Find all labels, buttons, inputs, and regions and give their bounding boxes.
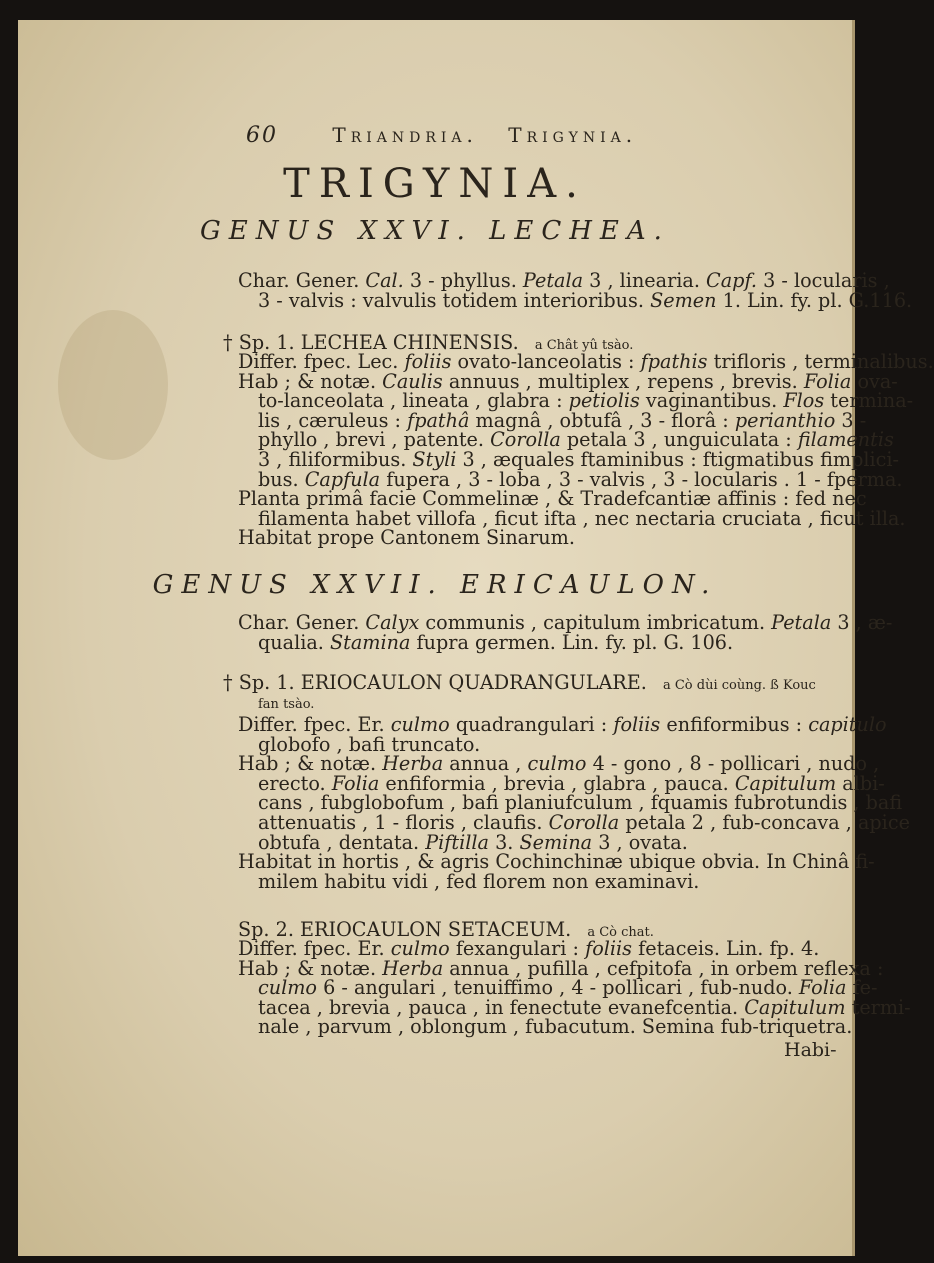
text-run: to-lanceolata , lineata , glabra : bbox=[258, 389, 569, 413]
species-name: Sp. 2. ERIOCAULON SETACEUM. bbox=[238, 918, 572, 941]
text-run: annua , bbox=[443, 752, 528, 776]
text-run: nale , parvum , oblongum , fubacutum. Semina fub-triquetra. bbox=[258, 1015, 853, 1039]
text-run: fupra germen. Lin. fy. pl. G. 106. bbox=[410, 631, 734, 654]
italic-term: culmo bbox=[527, 752, 587, 776]
text-run: 6 - angulari , tenuiffimo , 4 - pollicari , fub-nudo. bbox=[317, 976, 799, 1000]
text-run: trifloris , terminalibus. bbox=[707, 350, 934, 373]
italic-term: Petala bbox=[771, 611, 832, 634]
italic-term: Capitulum bbox=[734, 771, 837, 795]
italic-term: fpathis bbox=[640, 350, 708, 373]
text-line bbox=[238, 869, 700, 893]
text-run: fetaceis. Lin. fp. 4. bbox=[632, 937, 820, 960]
text-run: vaginantibus. bbox=[639, 389, 784, 413]
running-head bbox=[246, 123, 746, 148]
text-run: 3. bbox=[488, 830, 520, 854]
text-run: fexangulari : bbox=[449, 937, 586, 960]
italic-term: foliis bbox=[613, 713, 661, 736]
text-run: 3 - bbox=[835, 408, 867, 432]
genus-character-line bbox=[238, 271, 890, 291]
italic-term: Capf. bbox=[706, 269, 757, 292]
text-run: petala 2 , fub-concava , apice bbox=[619, 811, 910, 834]
species-name: † Sp. 1. LECHEA CHINENSIS. bbox=[223, 331, 519, 354]
text-run: 3 , filiformibus. bbox=[258, 448, 413, 471]
text-run: 3 , ovata. bbox=[592, 830, 688, 854]
text-run: ovato-lanceolatis : bbox=[451, 350, 641, 373]
italic-term: foliis bbox=[585, 937, 633, 960]
italic-term: Folia bbox=[798, 976, 847, 1000]
text-run: termi- bbox=[845, 995, 911, 1019]
text-run: 1. Lin. fy. pl. G.116. bbox=[716, 289, 913, 312]
genus-heading: GENUS XXVI. LECHEA. bbox=[200, 216, 670, 246]
vernacular-name: a Chât yû tsào. bbox=[534, 338, 634, 353]
genus-character-line bbox=[258, 291, 912, 311]
text-run: 4 - gono , 8 - pollicari , nudo , bbox=[586, 752, 880, 776]
text-run: lis , cæruleus : bbox=[258, 408, 408, 432]
text-run: cans , fubglobofum , bafi planiufculum , fquamis fubrotundis , bafi bbox=[258, 791, 903, 815]
page-number: 60 bbox=[246, 123, 278, 148]
text-run: albi- bbox=[836, 771, 885, 795]
italic-term: Styli bbox=[412, 448, 457, 471]
text-run: termina- bbox=[824, 389, 914, 413]
italic-term: Stamina bbox=[330, 631, 411, 654]
italic-term: Herba bbox=[382, 752, 444, 776]
text-run: globofo , bafi truncato. bbox=[258, 732, 481, 756]
italic-term: filamentis bbox=[797, 428, 894, 452]
text-run: obtufa , dentata. bbox=[258, 830, 426, 854]
italic-term: petiolis bbox=[568, 389, 640, 413]
italic-term: Cal. bbox=[365, 269, 404, 292]
text-run: Habitat in hortis , & agris Cochinchinæ ubique obvia. In Chinâ fi- bbox=[238, 850, 875, 874]
genus-character-line bbox=[238, 613, 892, 633]
text-run: filamenta habet villofa , ficut ifta , nec nectaria cruciata , ficut illa. bbox=[258, 506, 906, 530]
text-run: enfiformia , brevia , glabra , pauca. bbox=[379, 771, 735, 795]
text-run: Planta primâ facie Commelinæ , & Tradefcantiæ affinis : fed nec bbox=[238, 487, 867, 511]
text-run: quadrangulari : bbox=[449, 713, 614, 736]
text-run: annua , pufilla , cefpitofa , in orbem reflexa : bbox=[443, 956, 884, 980]
text-run: tacea , brevia , pauca , in fenectute evanefcentia. bbox=[258, 995, 745, 1019]
italic-term: Folia bbox=[803, 369, 852, 393]
italic-term: Calyx bbox=[365, 611, 420, 634]
italic-term: Capfula bbox=[304, 467, 381, 491]
book-page bbox=[18, 20, 934, 1256]
text-run: 3 - valvis : valvulis totidem interioribus. bbox=[258, 289, 651, 312]
text-run: Differ. fpec. Lec. bbox=[238, 350, 405, 373]
text-run: 3 , linearia. bbox=[583, 269, 707, 292]
text-run: petala 3 , unguiculata : bbox=[560, 428, 798, 452]
text-run: milem habitu vidi , fed florem non examinavi. bbox=[258, 869, 700, 893]
text-line bbox=[238, 1017, 852, 1037]
section-title: TRIGYNIA. bbox=[283, 161, 587, 207]
vernacular-name: a Cò dùi coùng. ß Kouc bbox=[662, 678, 816, 693]
italic-term: Semina bbox=[519, 830, 593, 854]
italic-term: foliis bbox=[404, 350, 452, 373]
running-head-right: Trigynia. bbox=[508, 123, 638, 147]
text-run: Char. Gener. bbox=[238, 611, 366, 634]
species-heading bbox=[223, 673, 816, 696]
running-head-left: Triandria. bbox=[332, 123, 478, 147]
text-run: 3 - locularis , bbox=[756, 269, 890, 292]
species-name: † Sp. 1. ERIOCAULON QUADRANGULARE. bbox=[223, 671, 647, 694]
text-run: qualia. bbox=[258, 631, 330, 654]
italic-term: Semen bbox=[650, 289, 717, 312]
text-line bbox=[238, 528, 575, 548]
italic-term: Flos bbox=[783, 389, 825, 413]
text-run: Hab ; & notæ. bbox=[238, 956, 383, 980]
vernacular-name: a Cò chat. bbox=[587, 925, 654, 940]
text-run: fupera , 3 - loba , 3 - valvis , 3 - locularis . 1 - fperma. bbox=[380, 467, 903, 491]
italic-term: Petala bbox=[522, 269, 584, 292]
italic-term: Caulis bbox=[382, 369, 443, 393]
text-run: erecto. bbox=[258, 771, 332, 795]
text-run: 3 , æquales ftaminibus : ftigmatibus fimplici- bbox=[456, 448, 899, 471]
italic-term: fpathâ bbox=[407, 408, 470, 432]
italic-term: Folia bbox=[331, 771, 380, 795]
genus-heading: GENUS XXVII. ERICAULON. bbox=[152, 570, 718, 600]
text-run: annuus , multiplex , repens , brevis. bbox=[442, 369, 804, 393]
text-run: Char. Gener. bbox=[238, 269, 366, 292]
italic-term: Herba bbox=[382, 956, 444, 980]
italic-term: Piftilla bbox=[425, 830, 489, 854]
text-run: Hab ; & notæ. bbox=[238, 752, 383, 776]
catchword: Habi- bbox=[784, 1039, 837, 1061]
text-run: 3 - phyllus. bbox=[403, 269, 523, 292]
text-run: Differ. fpec. Er. bbox=[238, 713, 391, 736]
text-run: Habitat prope Cantonem Sinarum. bbox=[238, 526, 575, 550]
text-run: 3 , æ- bbox=[831, 611, 893, 634]
italic-term: capitulo bbox=[808, 713, 887, 736]
italic-term: Corolla bbox=[548, 811, 620, 834]
text-run: Hab ; & notæ. bbox=[238, 369, 383, 393]
genus-character-line bbox=[258, 633, 733, 653]
italic-term: Corolla bbox=[490, 428, 561, 452]
italic-term: culmo bbox=[258, 976, 317, 1000]
text-run: attenuatis , 1 - floris , claufis. bbox=[258, 811, 549, 834]
text-run: fe- bbox=[846, 976, 878, 1000]
italic-term: perianthio bbox=[734, 408, 836, 432]
text-run: communis , capitulum imbricatum. bbox=[419, 611, 772, 634]
text-run: enfiformibus : bbox=[660, 713, 809, 736]
text-run: ova- bbox=[851, 369, 898, 393]
text-run: bus. bbox=[258, 467, 305, 491]
text-run: phyllo , brevi , patente. bbox=[258, 428, 491, 452]
text-run: Differ. fpec. Er. bbox=[238, 937, 391, 960]
vernacular-name-continued: fan tsào. bbox=[258, 697, 315, 712]
text-run: magnâ , obtufâ , 3 - florâ : bbox=[469, 408, 735, 432]
italic-term: culmo bbox=[390, 713, 450, 736]
italic-term: culmo bbox=[390, 937, 450, 960]
italic-term: Capitulum bbox=[744, 995, 846, 1019]
